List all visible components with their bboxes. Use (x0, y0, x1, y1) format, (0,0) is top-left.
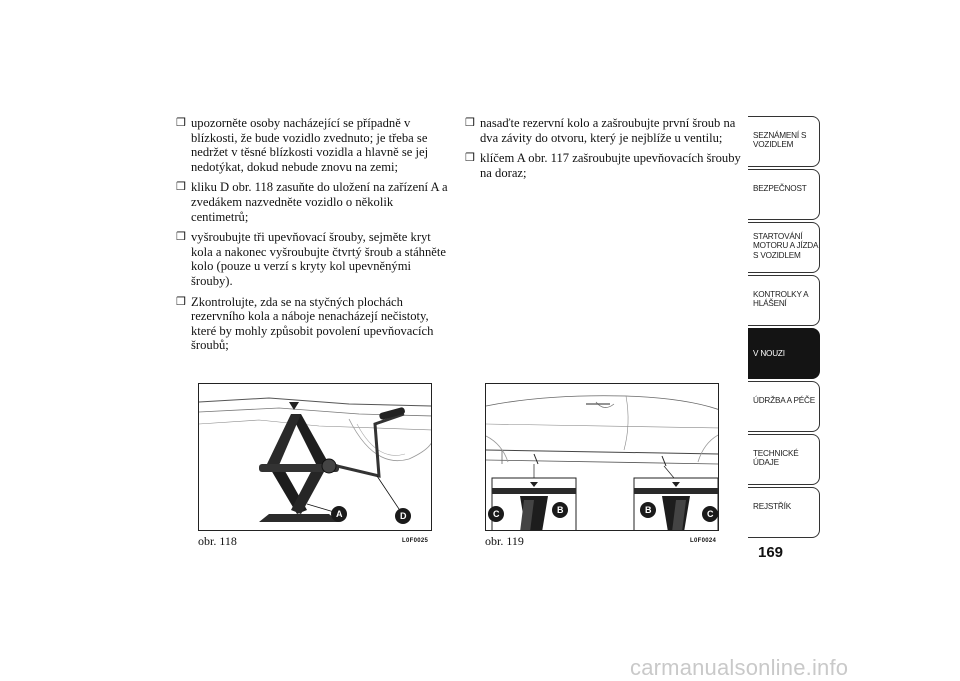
tab-technicke-udaje[interactable]: TECHNICKÉ ÚDAJE (748, 434, 820, 485)
callout-b-right-label: B (645, 505, 652, 515)
chapter-tabs (748, 116, 820, 540)
list-item: ❒ vyšroubujte tři upevňovací šrouby, sejměte kryt kola a nakonec vyšroubujte čtvrtý šroub a stáhněte kolo (pouze u verzí s kryty kol upevněnými šrouby). (176, 230, 446, 288)
left-text-column (176, 116, 452, 359)
list-item: ❒ kliku D obr. 118 zasuňte do uložení na zařízení A a zvedákem nazvedněte vozidlo o několik centimetrů; (176, 180, 448, 224)
figure-118-jack-illustration (198, 383, 432, 531)
bullet-icon: ❒ (176, 295, 186, 308)
callout-c-left-label: C (493, 509, 500, 519)
list-item: ❒ Zkontrolujte, zda se na styčných plochách rezervního kola a náboje nenacházejí nečistoty, které by mohly způsobit povolení upevňovacích šroubů; (176, 294, 434, 353)
tab-kontrolky-a-hlaseni[interactable]: KONTROLKY A HLÁŠENÍ (748, 275, 820, 326)
tab-v-nouzi[interactable]: V NOUZI (748, 328, 820, 379)
page-number: 169 (758, 544, 784, 561)
bullet-icon: ❒ (176, 181, 186, 194)
bullet-icon: ❒ (176, 231, 186, 244)
tab-rejstrik[interactable]: REJSTŘÍK (748, 487, 820, 538)
list-item: ❒ klíčem A obr. 117 zašroubujte upevňovacích šrouby na doraz; (465, 151, 741, 180)
callout-a-label: A (336, 509, 343, 519)
callout-b-left-label: B (557, 505, 564, 515)
bullet-icon: ❒ (465, 152, 475, 165)
tab-startovani-motoru[interactable]: STARTOVÁNÍ MOTORU A JÍZDA S VOZIDLEM (748, 222, 820, 273)
jack-drawing (199, 384, 432, 531)
callout-c-right-label: C (707, 509, 714, 519)
tab-udrzba-a-pece[interactable]: ÚDRŽBA A PÉČE (748, 381, 820, 432)
watermark: carmanualsonline.info (630, 655, 849, 680)
figure-119-caption: obr. 119 (485, 534, 524, 548)
figure-119-code: L0F0024 (690, 538, 717, 544)
figure-118-code: L0F0025 (402, 538, 429, 544)
jacking-points-drawing (486, 384, 719, 531)
bullet-icon: ❒ (465, 117, 475, 129)
figure-118-caption: obr. 118 (198, 534, 237, 548)
bullet-icon: ❒ (176, 117, 186, 129)
right-text-column (465, 116, 741, 186)
list-item: ❒ upozorněte osoby nacházející se případně v blízkosti, že bude vozidlo zvednuto; je třeba se nedržet v těsné blízkosti vozidla a hlavně se jej nedotýkat, dokud nebude znovu na zemi; (176, 116, 429, 174)
list-item: ❒ nasaďte rezervní kolo a zašroubujte první šroub na dva závity do otvoru, který je nejblíže u ventilu; (465, 116, 736, 145)
tab-bezpecnost[interactable]: BEZPEČNOST (748, 169, 820, 220)
figure-119-jacking-points-illustration (485, 383, 719, 531)
tab-seznameni-s-vozidlem[interactable]: SEZNÁMENÍ S VOZIDLEM (748, 116, 820, 167)
callout-d-label: D (400, 511, 407, 521)
